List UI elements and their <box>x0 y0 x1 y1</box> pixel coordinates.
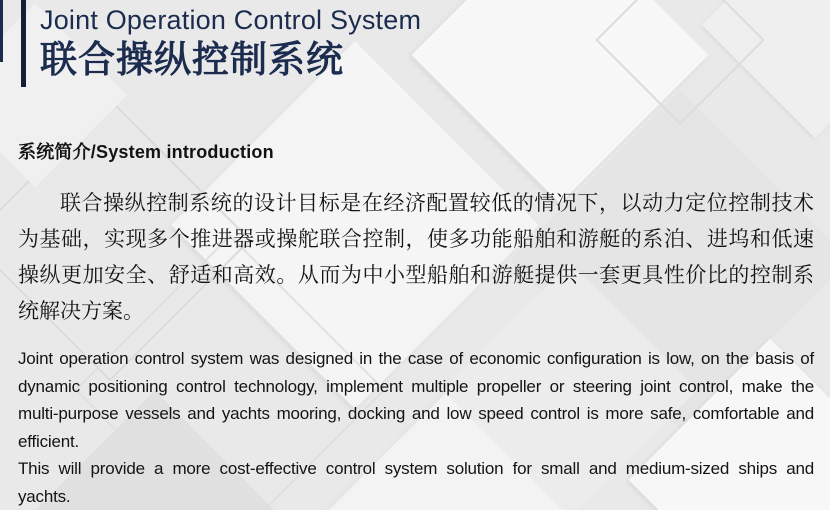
title-chinese: 联合操纵控制系统 <box>40 39 344 80</box>
intro-paragraph-chinese: 联合操纵控制系统的设计目标是在经济配置较低的情况下，以动力定位控制技术为基础，实现多个推进器或操舵联合控制，使多功能船舶和游艇的系泊、进坞和低速操纵更加安全、舒适和高效。从而为中小型船舶和游艇提供一套更具性价比的控制系统解决方案。 <box>18 192 814 323</box>
intro-paragraph-english-2: This will provide a more cost-effective control system solution for small and medium-sized ships and yachts. <box>18 459 814 506</box>
page-title <box>40 3 421 83</box>
intro-paragraph-english-1: Joint operation control system was designed in the case of economic configuration is low, on the basis of dynamic positioning control technology, implement multiple propeller or steering joint control, make the multi-purpose vessels and yachts mooring, docking and low speed control is more safe, comfortable and efficient. <box>18 349 814 451</box>
intro-english-block <box>18 345 814 510</box>
title-english: Joint Operation Control System <box>40 5 422 35</box>
title-accent-bar <box>21 0 26 87</box>
section-heading: 系统简介/System introduction <box>18 142 274 162</box>
left-edge-accent <box>0 0 3 62</box>
